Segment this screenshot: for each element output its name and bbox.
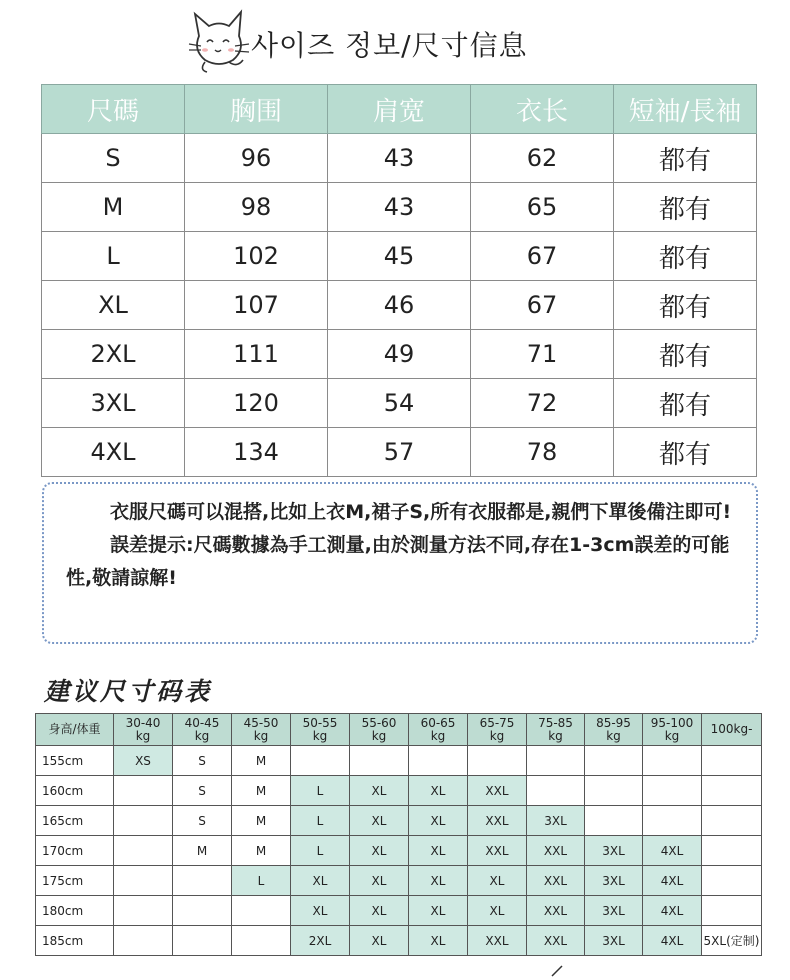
recommend-cell: XXL	[527, 926, 585, 956]
corner-header: 身高/体重	[36, 714, 114, 746]
size-cell: 102	[185, 232, 328, 281]
recommend-cell: 2XL	[291, 926, 350, 956]
size-cell: 都有	[614, 134, 757, 183]
recommend-cell: 4XL	[643, 866, 702, 896]
weight-range: 75-85	[538, 715, 573, 730]
recommend-cell: XXL	[527, 866, 585, 896]
weight-range: 100kg-	[710, 722, 753, 736]
size-row	[42, 330, 757, 379]
weight-column-header	[527, 714, 585, 746]
weight-range: 95-100	[650, 715, 694, 730]
weight-unit: kg	[489, 728, 505, 743]
column-header: 胸围	[185, 85, 328, 134]
recommend-cell: L	[232, 866, 291, 896]
recommend-cell	[114, 866, 173, 896]
recommend-cell: XL	[409, 926, 468, 956]
notes-box	[42, 482, 758, 644]
recommend-cell	[114, 776, 173, 806]
decorative-mark	[550, 964, 564, 978]
recommend-cell: XL	[350, 776, 409, 806]
weight-unit: kg	[664, 728, 680, 743]
column-header: 衣长	[471, 85, 614, 134]
recommend-cell: L	[291, 836, 350, 866]
size-table-header-row	[42, 85, 757, 134]
recommend-cell: M	[232, 806, 291, 836]
recommend-cell	[702, 836, 762, 866]
recommend-header-row	[36, 714, 762, 746]
weight-column-header	[468, 714, 527, 746]
size-cell: 45	[328, 232, 471, 281]
height-label: 160cm	[36, 776, 114, 806]
size-row	[42, 379, 757, 428]
size-label: S	[42, 134, 185, 183]
size-cell: 都有	[614, 379, 757, 428]
recommend-cell: 3XL	[585, 926, 643, 956]
recommend-table	[35, 713, 762, 956]
size-cell: 120	[185, 379, 328, 428]
recommend-cell: XL	[468, 896, 527, 926]
size-cell: 都有	[614, 330, 757, 379]
weight-range: 60-65	[420, 715, 456, 730]
recommend-title: 建议尺寸码表	[44, 677, 213, 706]
weight-range: 85-95	[596, 715, 631, 730]
recommend-cell	[702, 776, 762, 806]
size-row	[42, 134, 757, 183]
size-cell: 62	[471, 134, 614, 183]
weight-column-header	[114, 714, 173, 746]
column-header: 尺碼	[42, 85, 185, 134]
recommend-cell	[585, 776, 643, 806]
size-cell: 都有	[614, 281, 757, 330]
recommend-cell	[232, 926, 291, 956]
weight-range: 45-50	[243, 715, 279, 730]
recommend-cell	[114, 806, 173, 836]
recommend-cell: S	[173, 806, 232, 836]
recommend-cell: XL	[468, 866, 527, 896]
recommend-cell: XXL	[527, 896, 585, 926]
weight-range: 40-45	[184, 715, 220, 730]
weight-column-header	[232, 714, 291, 746]
size-label: M	[42, 183, 185, 232]
height-label: 180cm	[36, 896, 114, 926]
height-label: 155cm	[36, 746, 114, 776]
size-label: L	[42, 232, 185, 281]
weight-unit: kg	[253, 728, 269, 743]
size-cell: 98	[185, 183, 328, 232]
recommend-cell: XXL	[468, 836, 527, 866]
recommend-cell: M	[173, 836, 232, 866]
recommend-cell: XL	[350, 806, 409, 836]
recommend-cell: S	[173, 776, 232, 806]
recommend-row	[36, 806, 762, 836]
weight-column-header	[643, 714, 702, 746]
size-cell: 46	[328, 281, 471, 330]
recommend-cell	[173, 926, 232, 956]
recommend-cell	[232, 896, 291, 926]
weight-column-header	[173, 714, 232, 746]
recommend-cell	[114, 896, 173, 926]
recommend-cell: XL	[291, 866, 350, 896]
weight-column-header	[702, 714, 762, 746]
note-mix-sizes: 衣服尺碼可以混搭,比如上衣M,裙子S,所有衣服都是,親們下單後備注即可!	[110, 501, 732, 523]
size-cell: 78	[471, 428, 614, 477]
recommend-cell: S	[173, 746, 232, 776]
size-label: 3XL	[42, 379, 185, 428]
size-label: 4XL	[42, 428, 185, 477]
recommend-cell	[702, 866, 762, 896]
note-error-tip: 誤差提示:尺碼數據為手工測量,由於測量方法不同,存在1-3cm誤差的可能性,敬請諒解!	[66, 534, 730, 589]
recommend-cell	[643, 776, 702, 806]
recommend-row	[36, 776, 762, 806]
recommend-cell	[173, 896, 232, 926]
recommend-cell: L	[291, 806, 350, 836]
page-title: 사이즈 정보/尺寸信息	[251, 29, 528, 62]
column-header: 肩宽	[328, 85, 471, 134]
size-cell: 107	[185, 281, 328, 330]
recommend-cell	[114, 926, 173, 956]
size-cell: 71	[471, 330, 614, 379]
recommend-cell	[585, 746, 643, 776]
recommend-cell: XXL	[468, 806, 527, 836]
recommend-cell: 3XL	[585, 836, 643, 866]
height-label: 185cm	[36, 926, 114, 956]
size-cell: 72	[471, 379, 614, 428]
size-label: XL	[42, 281, 185, 330]
weight-column-header	[409, 714, 468, 746]
size-cell: 都有	[614, 232, 757, 281]
recommend-cell: L	[291, 776, 350, 806]
weight-column-header	[291, 714, 350, 746]
height-label: 170cm	[36, 836, 114, 866]
size-label: 2XL	[42, 330, 185, 379]
recommend-cell: 4XL	[643, 836, 702, 866]
size-cell: 57	[328, 428, 471, 477]
weight-range: 30-40	[125, 715, 161, 730]
recommend-cell: 4XL	[643, 896, 702, 926]
size-cell: 67	[471, 281, 614, 330]
size-cell: 43	[328, 183, 471, 232]
recommend-row	[36, 866, 762, 896]
recommend-cell: XXL	[468, 926, 527, 956]
recommend-cell	[702, 896, 762, 926]
recommend-cell	[527, 746, 585, 776]
size-row	[42, 281, 757, 330]
weight-unit: kg	[371, 728, 387, 743]
recommend-cell: 4XL	[643, 926, 702, 956]
recommend-cell: XL	[409, 776, 468, 806]
recommend-cell: XL	[350, 866, 409, 896]
recommend-cell: 3XL	[527, 806, 585, 836]
size-cell: 111	[185, 330, 328, 379]
weight-unit: kg	[312, 728, 328, 743]
recommend-cell: M	[232, 836, 291, 866]
weight-range: 65-75	[479, 715, 515, 730]
recommend-cell	[350, 746, 409, 776]
recommend-cell: XL	[350, 836, 409, 866]
cat-icon	[185, 6, 257, 74]
page-header	[185, 6, 605, 76]
recommend-cell	[527, 776, 585, 806]
weight-unit: kg	[135, 728, 151, 743]
size-row	[42, 232, 757, 281]
recommend-cell	[643, 746, 702, 776]
recommend-cell	[585, 806, 643, 836]
recommend-cell: XL	[291, 896, 350, 926]
size-cell: 43	[328, 134, 471, 183]
weight-range: 55-60	[361, 715, 397, 730]
recommend-row	[36, 836, 762, 866]
size-row	[42, 428, 757, 477]
weight-unit: kg	[430, 728, 446, 743]
recommend-cell	[702, 806, 762, 836]
recommend-cell: M	[232, 746, 291, 776]
recommend-cell: XL	[350, 896, 409, 926]
size-row	[42, 183, 757, 232]
recommend-cell	[114, 836, 173, 866]
recommend-cell: XL	[350, 926, 409, 956]
recommend-cell: 3XL	[585, 896, 643, 926]
recommend-cell: 5XL(定制)	[702, 926, 762, 956]
recommend-cell: 3XL	[585, 866, 643, 896]
size-cell: 都有	[614, 428, 757, 477]
recommend-cell: XL	[409, 866, 468, 896]
recommend-cell: XS	[114, 746, 173, 776]
size-cell: 134	[185, 428, 328, 477]
height-label: 175cm	[36, 866, 114, 896]
recommend-cell	[291, 746, 350, 776]
recommend-cell	[643, 806, 702, 836]
recommend-cell: XL	[409, 896, 468, 926]
recommend-cell: XXL	[527, 836, 585, 866]
recommend-cell	[468, 746, 527, 776]
weight-column-header	[350, 714, 409, 746]
size-cell: 96	[185, 134, 328, 183]
recommend-cell: XXL	[468, 776, 527, 806]
size-cell: 49	[328, 330, 471, 379]
height-label: 165cm	[36, 806, 114, 836]
recommend-cell: XL	[409, 836, 468, 866]
size-cell: 65	[471, 183, 614, 232]
recommend-cell	[702, 746, 762, 776]
size-cell: 都有	[614, 183, 757, 232]
recommend-cell: XL	[409, 806, 468, 836]
weight-unit: kg	[194, 728, 210, 743]
recommend-row	[36, 896, 762, 926]
weight-range: 50-55	[302, 715, 338, 730]
recommend-row	[36, 746, 762, 776]
recommend-cell	[409, 746, 468, 776]
column-header: 短袖/長袖	[614, 85, 757, 134]
weight-unit: kg	[606, 728, 621, 743]
recommend-cell: M	[232, 776, 291, 806]
recommend-row	[36, 926, 762, 956]
weight-column-header	[585, 714, 643, 746]
weight-unit: kg	[548, 728, 563, 743]
recommend-cell	[173, 866, 232, 896]
size-cell: 54	[328, 379, 471, 428]
size-table	[41, 84, 757, 477]
size-cell: 67	[471, 232, 614, 281]
